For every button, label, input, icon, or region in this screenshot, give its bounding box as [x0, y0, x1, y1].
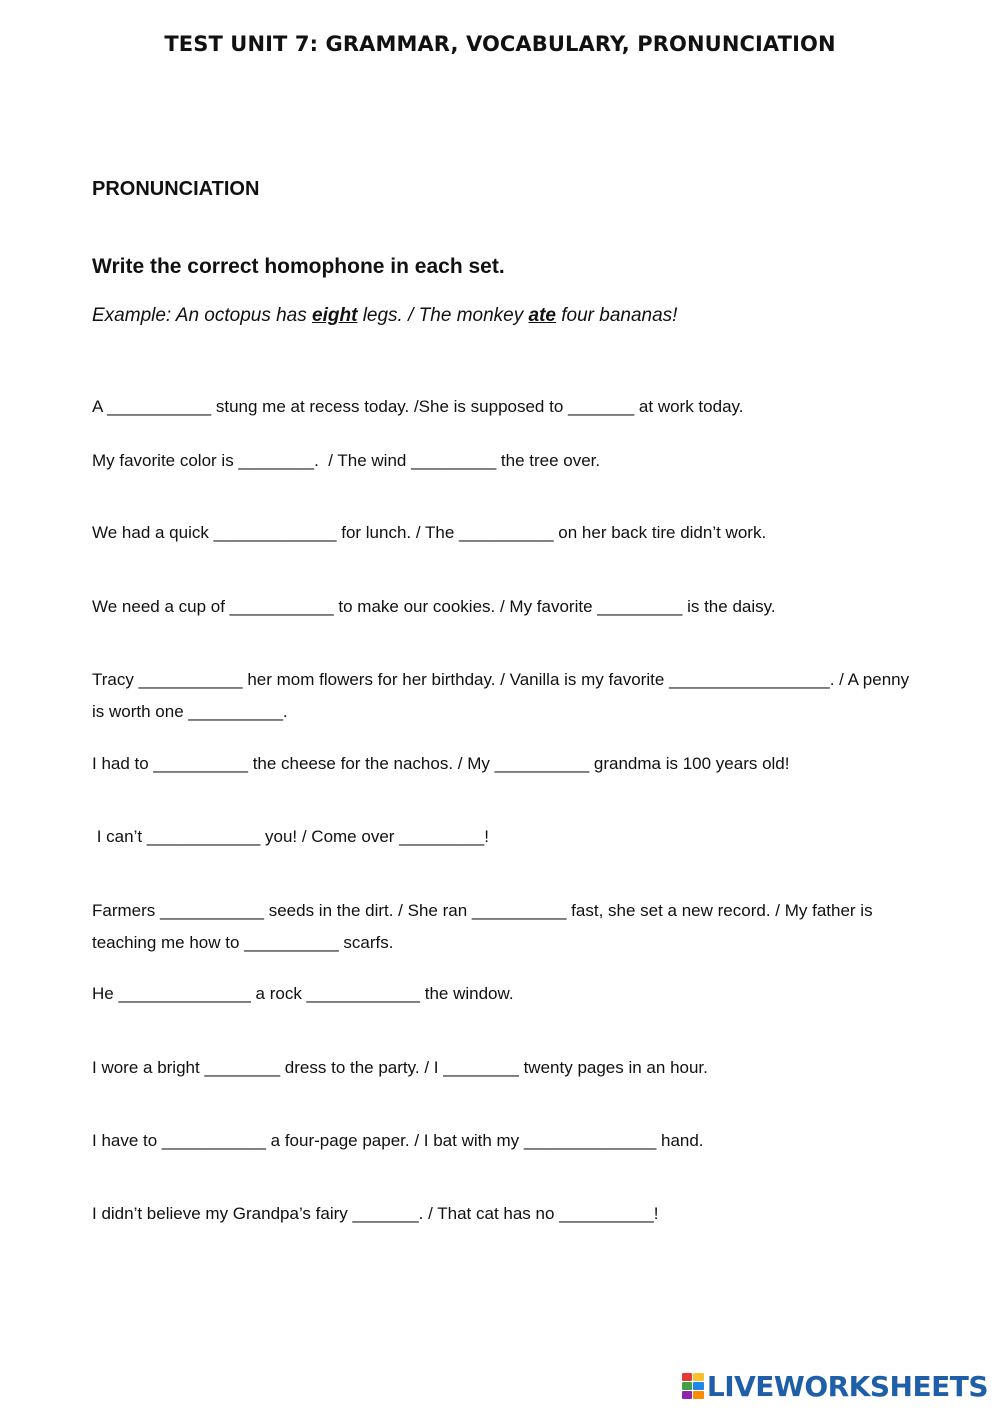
exercise-item-12[interactable]: I didn’t believe my Grandpa’s fairy _______. / That cat has no __________! — [92, 1204, 659, 1223]
exercise-item-7[interactable]: I can’t ____________ you! / Come over _________! — [92, 827, 489, 846]
liveworksheets-logo — [682, 1370, 988, 1402]
exercise-item-10[interactable]: I wore a bright ________ dress to the party. / I ________ twenty pages in an hour. — [92, 1058, 708, 1077]
example-suffix: four bananas! — [555, 305, 678, 326]
exercise-item-11[interactable]: I have to ___________ a four-page paper. / I bat with my ______________ hand. — [92, 1131, 704, 1150]
liveworksheets-logo-icon — [682, 1373, 704, 1399]
logo-text: LIVEWORKSHEETS — [706, 1369, 988, 1403]
instruction-text: Write the correct homophone in each set. — [92, 255, 505, 278]
example-word-2: ate — [528, 305, 556, 326]
exercise-item-5[interactable]: Tracy ___________ her mom flowers for her birthday. / Vanilla is my favorite _________________. / A penny is worth one __________. — [92, 670, 914, 721]
example-sentence — [92, 305, 677, 327]
exercise-item-8[interactable]: Farmers ___________ seeds in the dirt. / She ran __________ fast, she set a new record. / My father is teaching me how to __________ scarfs. — [92, 901, 878, 952]
exercise-item-6[interactable]: I had to __________ the cheese for the nachos. / My __________ grandma is 100 years old! — [92, 754, 790, 773]
example-middle: legs. / The monkey — [357, 305, 529, 326]
exercise-item-3[interactable]: We had a quick _____________ for lunch. / The __________ on her back tire didn’t work. — [92, 523, 767, 542]
exercise-item-9[interactable]: He ______________ a rock ____________ the window. — [92, 984, 514, 1003]
exercise-item-2[interactable]: My favorite color is ________. / The wind _________ the tree over. — [92, 451, 601, 470]
exercise-item-1[interactable]: A ___________ stung me at recess today. /She is supposed to _______ at work today. — [92, 397, 744, 416]
example-word-1: eight — [312, 305, 358, 326]
exercise-item-4[interactable]: We need a cup of ___________ to make our cookies. / My favorite _________ is the daisy. — [92, 597, 776, 616]
example-prefix: Example: An octopus has — [92, 305, 313, 326]
page-title: TEST UNIT 7: GRAMMAR, VOCABULARY, PRONUNCIATION — [164, 32, 836, 56]
section-heading: PRONUNCIATION — [92, 178, 260, 200]
